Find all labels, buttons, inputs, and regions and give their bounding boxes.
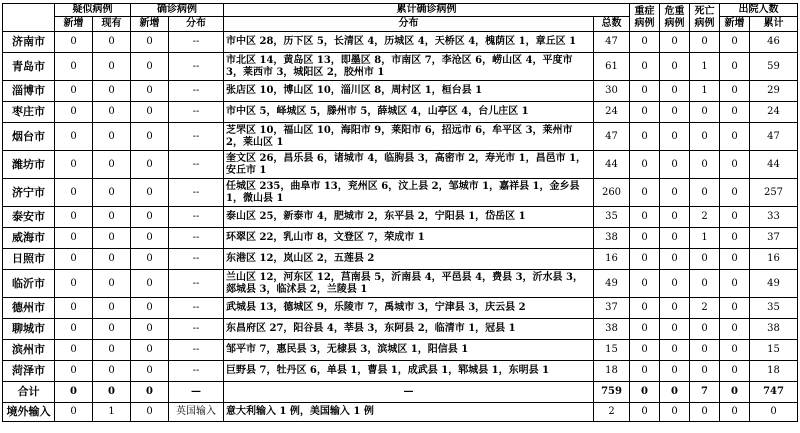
row-critical: 0: [660, 102, 690, 123]
row-discharged-new: 0: [720, 207, 750, 228]
row-confirmed-distribution: --: [169, 53, 224, 81]
total-confirmed-distribution: —: [169, 382, 224, 403]
imported-label: 境外输入: [3, 403, 55, 422]
row-discharged-total: 24: [750, 102, 798, 123]
row-city: 济宁市: [3, 179, 55, 207]
row-discharged-total: 35: [750, 298, 798, 319]
total-cumulative-distribution: —: [224, 382, 594, 403]
header-discharged-total: 累计: [750, 17, 798, 32]
row-severe: 0: [630, 81, 660, 102]
table-row: [3, 151, 798, 179]
row-discharged-new: 0: [720, 102, 750, 123]
table-row: [3, 207, 798, 228]
header-cumulative-distribution: 分布: [224, 17, 594, 32]
row-suspected-new: 0: [55, 361, 93, 382]
row-cumulative-total: 16: [594, 249, 630, 270]
row-confirmed-new: 0: [131, 361, 169, 382]
row-cumulative-total: 47: [594, 123, 630, 151]
row-death: 0: [690, 123, 720, 151]
row-severe: 0: [630, 298, 660, 319]
row-death: 0: [690, 270, 720, 298]
row-cumulative-distribution: 张店区 10，博山区 10，淄川区 8，周村区 1，桓台县 1: [224, 81, 594, 102]
row-cumulative-distribution: 巨野县 7，牡丹区 6，单县 1，曹县 1，成武县 1，郓城县 1，东明县 1: [224, 361, 594, 382]
row-death: 0: [690, 319, 720, 340]
header-cumulative-total: 总数: [594, 17, 630, 32]
row-discharged-total: 59: [750, 53, 798, 81]
row-suspected-existing: 0: [93, 361, 131, 382]
row-critical: 0: [660, 228, 690, 249]
imported-discharged-new: 0: [720, 403, 750, 422]
row-cumulative-distribution: 武城县 13，德城区 9，乐陵市 7，禹城市 3，宁津县 3，庆云县 2: [224, 298, 594, 319]
table-row: [3, 179, 798, 207]
row-death: 0: [690, 179, 720, 207]
row-cumulative-distribution: 东港区 12，岚山区 2，五莲县 2: [224, 249, 594, 270]
row-discharged-total: 16: [750, 249, 798, 270]
row-cumulative-distribution: 芝罘区 10，福山区 10，海阳市 9，莱阳市 6，招远市 6，牟平区 3，莱州市 2，莱山区 1: [224, 123, 594, 151]
row-critical: 0: [660, 207, 690, 228]
header-suspected: 疑似病例: [55, 4, 131, 17]
row-cumulative-total: 24: [594, 102, 630, 123]
row-suspected-existing: 0: [93, 102, 131, 123]
row-city: 滨州市: [3, 340, 55, 361]
row-city: 淄博市: [3, 81, 55, 102]
row-discharged-total: 37: [750, 228, 798, 249]
row-severe: 0: [630, 53, 660, 81]
imported-confirmed-new: 0: [131, 403, 169, 422]
row-suspected-existing: 0: [93, 53, 131, 81]
row-suspected-existing: 0: [93, 123, 131, 151]
row-cumulative-distribution: 兰山区 12，河东区 12，莒南县 5，沂南县 4，平邑县 4，费县 3，沂水县 3，郯城县 3，临沭县 2，兰陵县 1: [224, 270, 594, 298]
imported-row: [3, 403, 798, 422]
row-severe: 0: [630, 123, 660, 151]
row-cumulative-distribution: 奎文区 26，昌乐县 6，诸城市 4，临朐县 3，高密市 2，寿光市 1，昌邑市 1，安丘市 1: [224, 151, 594, 179]
row-critical: 0: [660, 361, 690, 382]
row-confirmed-distribution: --: [169, 81, 224, 102]
imported-critical: 0: [660, 403, 690, 422]
row-critical: 0: [660, 249, 690, 270]
total-suspected-existing: 0: [93, 382, 131, 403]
total-discharged-total: 747: [750, 382, 798, 403]
row-city: 菏泽市: [3, 361, 55, 382]
row-confirmed-distribution: --: [169, 249, 224, 270]
header-discharged: 出院人数: [720, 4, 798, 17]
table-row: [3, 102, 798, 123]
table-row: [3, 81, 798, 102]
imported-cumulative-distribution: 意大利输入 1 例，美国输入 1 例: [224, 403, 594, 422]
row-discharged-new: 0: [720, 123, 750, 151]
row-confirmed-distribution: --: [169, 151, 224, 179]
row-death: 0: [690, 249, 720, 270]
row-cumulative-total: 37: [594, 298, 630, 319]
imported-confirmed-distribution: 英国输入: [169, 403, 224, 422]
row-severe: 0: [630, 319, 660, 340]
row-city: 枣庄市: [3, 102, 55, 123]
table-row: [3, 228, 798, 249]
table-row: [3, 319, 798, 340]
row-severe: 0: [630, 102, 660, 123]
header-critical: 危重病例: [660, 4, 690, 32]
row-suspected-existing: 0: [93, 81, 131, 102]
row-death: 1: [690, 53, 720, 81]
row-city: 日照市: [3, 249, 55, 270]
row-critical: 0: [660, 151, 690, 179]
header-cumulative: 累计确诊病例: [224, 4, 630, 17]
row-city: 威海市: [3, 228, 55, 249]
header-severe: 重症病例: [630, 4, 660, 32]
row-suspected-new: 0: [55, 207, 93, 228]
row-severe: 0: [630, 151, 660, 179]
row-cumulative-distribution: 市中区 28，历下区 5，长清区 4，历城区 4，天桥区 4，槐荫区 1，章丘区 1: [224, 32, 594, 53]
row-suspected-new: 0: [55, 228, 93, 249]
row-confirmed-new: 0: [131, 340, 169, 361]
header-suspected-new: 新增: [55, 17, 93, 32]
row-severe: 0: [630, 207, 660, 228]
row-discharged-new: 0: [720, 270, 750, 298]
imported-suspected-existing: 1: [93, 403, 131, 422]
row-city: 潍坊市: [3, 151, 55, 179]
header-confirmed: 确诊病例: [131, 4, 224, 17]
row-critical: 0: [660, 32, 690, 53]
row-discharged-new: 0: [720, 81, 750, 102]
row-cumulative-distribution: 任城区 235，曲阜市 13，兖州区 6，汶上县 2，邹城市 1，嘉祥县 1，金乡县 1，微山县 1: [224, 179, 594, 207]
row-discharged-total: 15: [750, 340, 798, 361]
row-discharged-total: 46: [750, 32, 798, 53]
header-region: [3, 4, 55, 32]
row-death: 2: [690, 207, 720, 228]
row-suspected-existing: 0: [93, 32, 131, 53]
total-label: 合计: [3, 382, 55, 403]
row-suspected-new: 0: [55, 81, 93, 102]
row-critical: 0: [660, 53, 690, 81]
row-death: 1: [690, 81, 720, 102]
row-cumulative-total: 35: [594, 207, 630, 228]
table-row: [3, 298, 798, 319]
row-discharged-new: 0: [720, 53, 750, 81]
row-confirmed-new: 0: [131, 228, 169, 249]
row-suspected-existing: 0: [93, 249, 131, 270]
header-suspected-existing: 现有: [93, 17, 131, 32]
row-discharged-new: 0: [720, 361, 750, 382]
row-discharged-total: 33: [750, 207, 798, 228]
header-confirmed-new: 新增: [131, 17, 169, 32]
row-suspected-new: 0: [55, 249, 93, 270]
row-death: 1: [690, 228, 720, 249]
imported-severe: 0: [630, 403, 660, 422]
row-cumulative-distribution: 市北区 14，黄岛区 13，即墨区 8，市南区 7，李沧区 6，崂山区 4，平度市 3，莱西市 3，城阳区 2，胶州市 1: [224, 53, 594, 81]
row-discharged-new: 0: [720, 298, 750, 319]
row-discharged-new: 0: [720, 319, 750, 340]
table-row: [3, 249, 798, 270]
row-severe: 0: [630, 228, 660, 249]
row-critical: 0: [660, 123, 690, 151]
row-suspected-new: 0: [55, 32, 93, 53]
row-suspected-new: 0: [55, 179, 93, 207]
row-severe: 0: [630, 361, 660, 382]
row-confirmed-distribution: --: [169, 123, 224, 151]
row-confirmed-new: 0: [131, 249, 169, 270]
row-city: 济南市: [3, 32, 55, 53]
row-discharged-total: 29: [750, 81, 798, 102]
row-cumulative-total: 18: [594, 361, 630, 382]
row-discharged-total: 47: [750, 123, 798, 151]
row-cumulative-total: 260: [594, 179, 630, 207]
row-confirmed-new: 0: [131, 151, 169, 179]
row-confirmed-new: 0: [131, 81, 169, 102]
row-cumulative-total: 15: [594, 340, 630, 361]
row-discharged-new: 0: [720, 249, 750, 270]
row-severe: 0: [630, 32, 660, 53]
row-suspected-new: 0: [55, 340, 93, 361]
total-discharged-new: 0: [720, 382, 750, 403]
table-row: [3, 123, 798, 151]
row-suspected-existing: 0: [93, 319, 131, 340]
row-confirmed-distribution: --: [169, 32, 224, 53]
row-confirmed-new: 0: [131, 102, 169, 123]
row-suspected-new: 0: [55, 298, 93, 319]
row-city: 临沂市: [3, 270, 55, 298]
row-death: 0: [690, 340, 720, 361]
row-confirmed-new: 0: [131, 123, 169, 151]
header-confirmed-distribution: 分布: [169, 17, 224, 32]
row-cumulative-total: 30: [594, 81, 630, 102]
row-discharged-new: 0: [720, 340, 750, 361]
row-suspected-existing: 0: [93, 270, 131, 298]
row-confirmed-new: 0: [131, 207, 169, 228]
row-discharged-new: 0: [720, 228, 750, 249]
row-city: 聊城市: [3, 319, 55, 340]
row-death: 0: [690, 361, 720, 382]
row-confirmed-distribution: --: [169, 179, 224, 207]
row-suspected-new: 0: [55, 102, 93, 123]
row-severe: 0: [630, 179, 660, 207]
row-city: 烟台市: [3, 123, 55, 151]
row-critical: 0: [660, 340, 690, 361]
row-cumulative-distribution: 东昌府区 27，阳谷县 4，莘县 3，东阿县 2，临清市 1，冠县 1: [224, 319, 594, 340]
row-death: 0: [690, 151, 720, 179]
table-row: [3, 53, 798, 81]
row-suspected-existing: 0: [93, 207, 131, 228]
row-critical: 0: [660, 179, 690, 207]
row-death: 0: [690, 102, 720, 123]
row-cumulative-total: 38: [594, 228, 630, 249]
row-severe: 0: [630, 340, 660, 361]
row-discharged-new: 0: [720, 179, 750, 207]
total-cumulative-total: 759: [594, 382, 630, 403]
total-death: 7: [690, 382, 720, 403]
header-discharged-new: 新增: [720, 17, 750, 32]
imported-discharged-total: 0: [750, 403, 798, 422]
table-row: [3, 32, 798, 53]
row-cumulative-total: 61: [594, 53, 630, 81]
row-severe: 0: [630, 270, 660, 298]
row-suspected-existing: 0: [93, 298, 131, 319]
imported-cumulative-total: 2: [594, 403, 630, 422]
row-discharged-total: 38: [750, 319, 798, 340]
row-confirmed-new: 0: [131, 298, 169, 319]
row-confirmed-distribution: --: [169, 270, 224, 298]
row-suspected-new: 0: [55, 53, 93, 81]
row-confirmed-distribution: --: [169, 298, 224, 319]
total-confirmed-new: 0: [131, 382, 169, 403]
row-confirmed-new: 0: [131, 53, 169, 81]
row-death: 2: [690, 298, 720, 319]
row-critical: 0: [660, 81, 690, 102]
row-suspected-new: 0: [55, 123, 93, 151]
covid-case-table: [2, 3, 798, 422]
row-discharged-new: 0: [720, 151, 750, 179]
total-critical: 0: [660, 382, 690, 403]
row-cumulative-total: 49: [594, 270, 630, 298]
row-discharged-new: 0: [720, 32, 750, 53]
row-confirmed-new: 0: [131, 270, 169, 298]
row-cumulative-total: 38: [594, 319, 630, 340]
header-row-1: [3, 4, 798, 17]
row-cumulative-distribution: 邹平市 7，惠民县 3，无棣县 3，滨城区 1，阳信县 1: [224, 340, 594, 361]
row-suspected-new: 0: [55, 151, 93, 179]
row-city: 泰安市: [3, 207, 55, 228]
row-suspected-existing: 0: [93, 151, 131, 179]
row-suspected-new: 0: [55, 319, 93, 340]
row-confirmed-distribution: --: [169, 340, 224, 361]
row-death: 0: [690, 32, 720, 53]
row-suspected-new: 0: [55, 270, 93, 298]
row-cumulative-distribution: 市中区 5，峄城区 5，滕州市 5，薛城区 4，山亭区 4，台儿庄区 1: [224, 102, 594, 123]
row-city: 德州市: [3, 298, 55, 319]
row-critical: 0: [660, 270, 690, 298]
row-confirmed-new: 0: [131, 319, 169, 340]
imported-death: 0: [690, 403, 720, 422]
table-row: [3, 270, 798, 298]
row-city: 青岛市: [3, 53, 55, 81]
row-critical: 0: [660, 298, 690, 319]
row-discharged-total: 18: [750, 361, 798, 382]
row-confirmed-distribution: --: [169, 102, 224, 123]
row-cumulative-distribution: 环翠区 22，乳山市 8，文登区 7，荣成市 1: [224, 228, 594, 249]
row-confirmed-new: 0: [131, 32, 169, 53]
row-confirmed-distribution: --: [169, 228, 224, 249]
total-severe: 0: [630, 382, 660, 403]
table-row: [3, 340, 798, 361]
row-discharged-total: 44: [750, 151, 798, 179]
row-critical: 0: [660, 319, 690, 340]
row-severe: 0: [630, 249, 660, 270]
row-suspected-existing: 0: [93, 228, 131, 249]
row-discharged-total: 49: [750, 270, 798, 298]
row-confirmed-distribution: --: [169, 319, 224, 340]
row-suspected-existing: 0: [93, 179, 131, 207]
row-suspected-existing: 0: [93, 340, 131, 361]
row-cumulative-distribution: 泰山区 25，新泰市 4，肥城市 2，东平县 2，宁阳县 1，岱岳区 1: [224, 207, 594, 228]
row-confirmed-distribution: --: [169, 361, 224, 382]
row-confirmed-distribution: --: [169, 207, 224, 228]
total-suspected-new: 0: [55, 382, 93, 403]
row-cumulative-total: 47: [594, 32, 630, 53]
table-row: [3, 361, 798, 382]
total-row: [3, 382, 798, 403]
header-death: 死亡病例: [690, 4, 720, 32]
imported-suspected-new: 0: [55, 403, 93, 422]
row-discharged-total: 257: [750, 179, 798, 207]
row-cumulative-total: 44: [594, 151, 630, 179]
row-confirmed-new: 0: [131, 179, 169, 207]
